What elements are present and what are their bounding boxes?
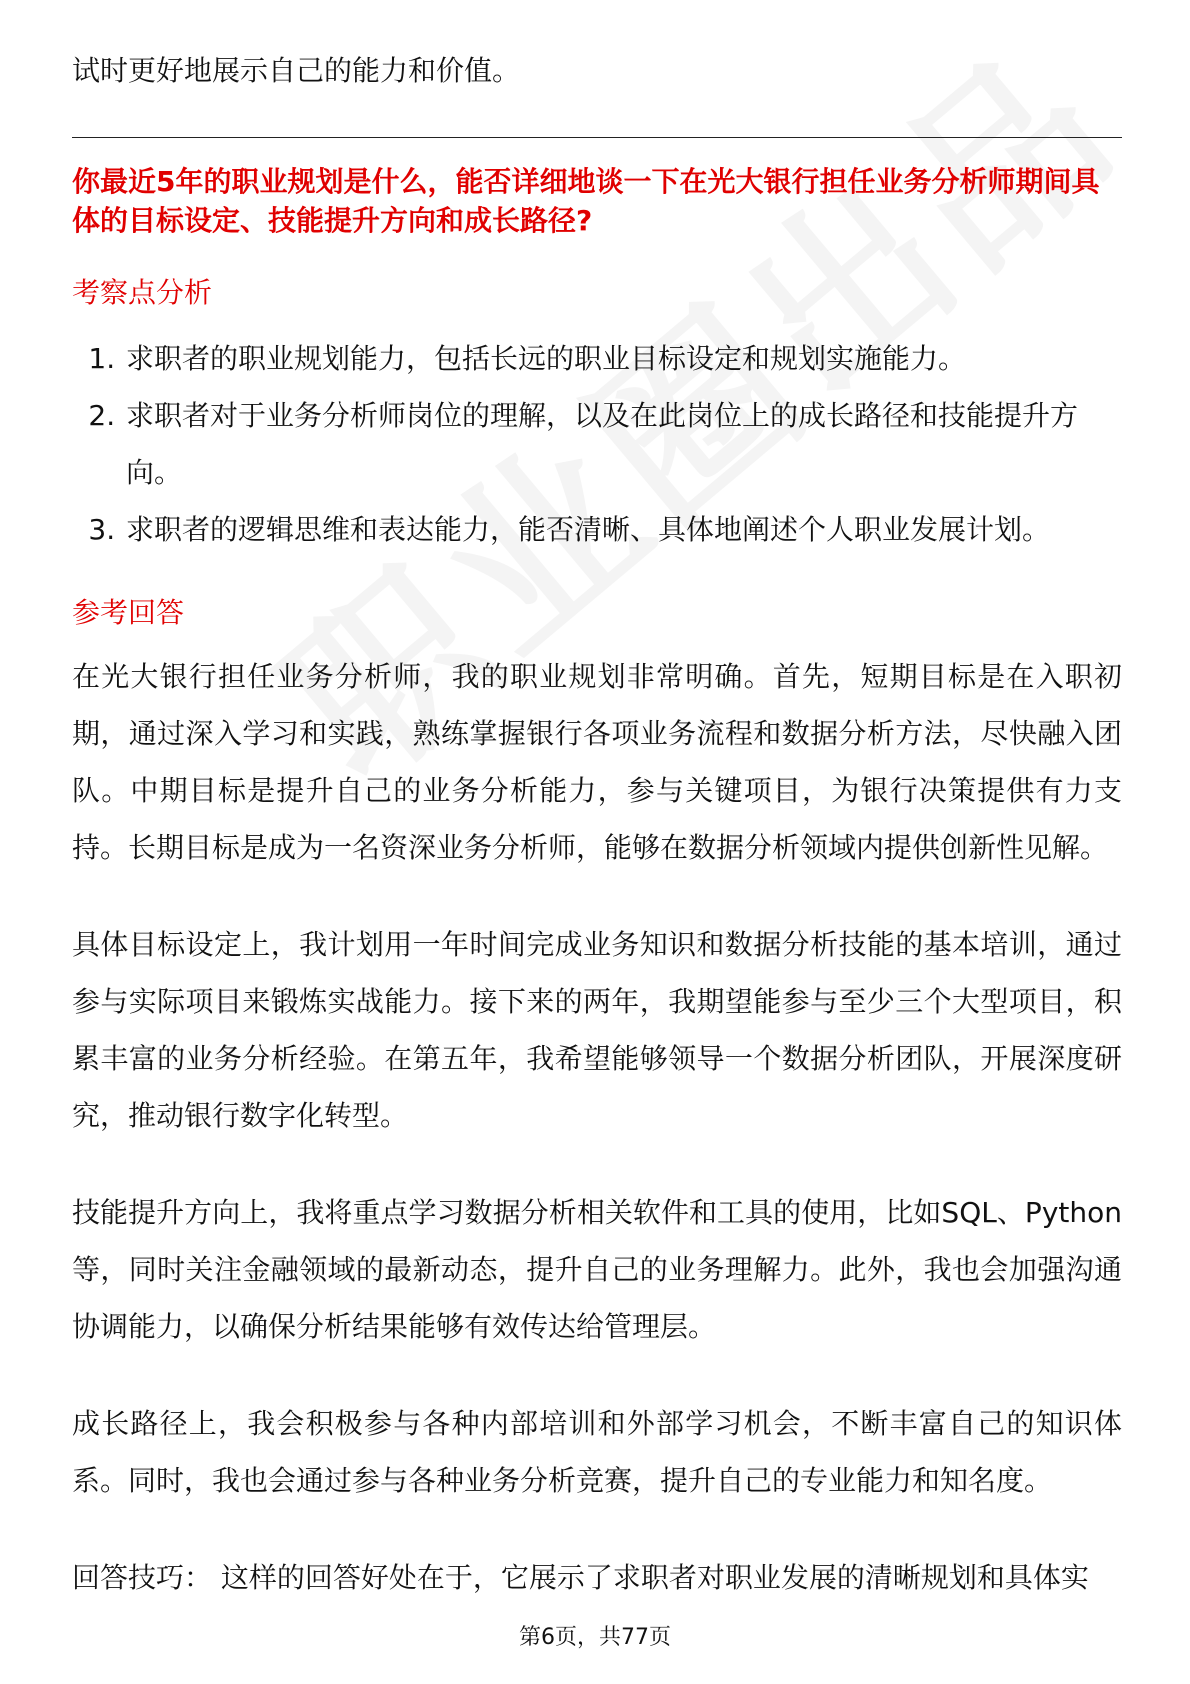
- analysis-title: 考察点分析: [72, 276, 213, 309]
- answer-paragraph: 成长路径上，我会积极参与各种内部培训和外部学习机会，不断丰富自己的知识体系。同时，我也会通过参与各种业务分析竞赛，提升自己的专业能力和知名度。: [72, 1407, 1122, 1497]
- answer-paragraph: 具体目标设定上，我计划用一年时间完成业务知识和数据分析技能的基本培训，通过参与实际项目来锻炼实战能力。接下来的两年，我期望能参与至少三个大型项目，积累丰富的业务分析经验。在第五年，我希望能够领导一个数据分析团队，开展深度研究，推动银行数字化转型。: [72, 928, 1122, 1132]
- content: [72, 42, 1122, 1606]
- divider: [72, 137, 1122, 138]
- answer-title: 参考回答: [72, 596, 185, 629]
- analysis-item: 3. 求职者的逻辑思维和表达能力，能否清晰、具体地阐述个人职业发展计划。: [124, 501, 1122, 558]
- question-heading: 你最近5年的职业规划是什么，能否详细地谈一下在光大银行担任业务分析师期间具体的目标设定、技能提升方向和成长路径?: [72, 165, 1100, 237]
- analysis-list: [72, 330, 1122, 558]
- answer-tips-paragraph: 回答技巧： 这样的回答好处在于，它展示了求职者对职业发展的清晰规划和具体实: [72, 1561, 1089, 1594]
- analysis-item: 2. 求职者对于业务分析师岗位的理解，以及在此岗位上的成长路径和技能提升方向。: [124, 387, 1122, 501]
- answer-paragraph: 技能提升方向上，我将重点学习数据分析相关软件和工具的使用，比如SQL、Python等，同时关注金融领域的最新动态，提升自己的业务理解力。此外，我也会加强沟通协调能力，以确保分析结果能够有效传达给管理层。: [72, 1196, 1122, 1343]
- analysis-item: 1. 求职者的职业规划能力，包括长远的职业目标设定和规划实施能力。: [124, 330, 1122, 387]
- page-footer: 第6页，共77页: [519, 1625, 671, 1650]
- answer-paragraph: 在光大银行担任业务分析师，我的职业规划非常明确。首先，短期目标是在入职初期，通过深入学习和实践，熟练掌握银行各项业务流程和数据分析方法，尽快融入团队。中期目标是提升自己的业务分析能力，参与关键项目，为银行决策提供有力支持。长期目标是成为一名资深业务分析师，能够在数据分析领域内提供创新性见解。: [72, 660, 1122, 864]
- intro-tail-text: 试时更好地展示自己的能力和价值。: [72, 54, 521, 87]
